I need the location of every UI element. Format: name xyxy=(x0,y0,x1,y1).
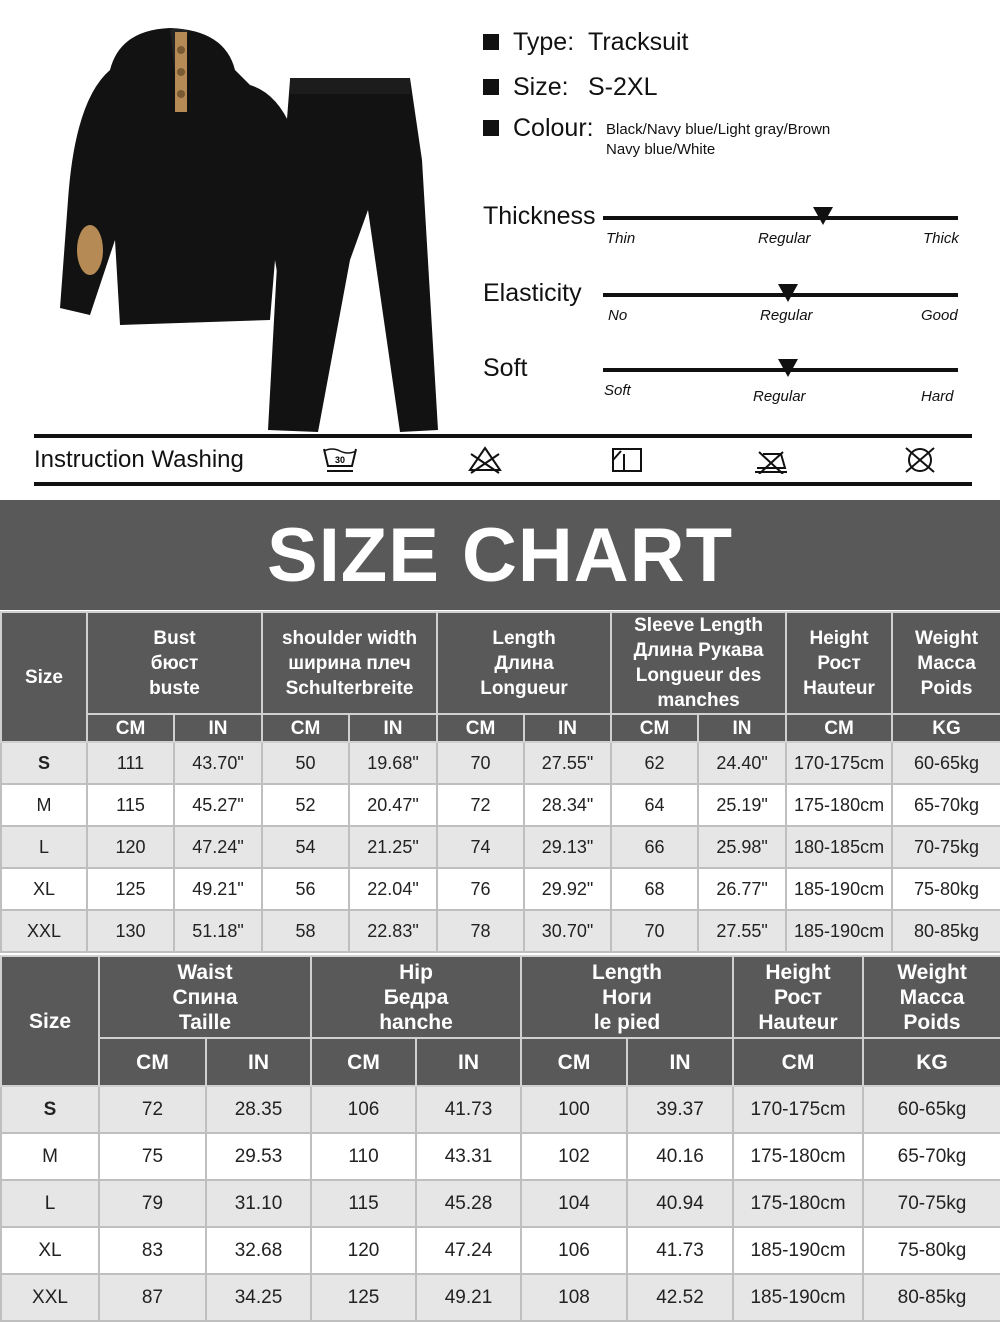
table-cell: 28.35 xyxy=(206,1086,311,1133)
header-line: Schulterbreite xyxy=(285,677,414,699)
size-header: Size xyxy=(1,612,87,742)
unit-header: CM xyxy=(99,1038,206,1086)
table-cell: 75-80kg xyxy=(892,868,1000,910)
rating-tick: Hard xyxy=(921,388,954,405)
table-cell: 104 xyxy=(521,1180,627,1227)
table-cell: 45.27" xyxy=(174,784,262,826)
rating-tick: Soft xyxy=(604,382,631,399)
table-row xyxy=(1,826,1000,868)
header-line: Hauteur xyxy=(803,677,875,699)
spec-type xyxy=(483,28,688,57)
size-header: Size xyxy=(1,956,99,1086)
table-cell: 49.21 xyxy=(416,1274,521,1321)
spec-label: Colour: xyxy=(513,114,594,142)
table-cell: 125 xyxy=(311,1274,416,1321)
header-line: shoulder width xyxy=(281,627,418,649)
header-line: Sleeve Length xyxy=(634,615,763,636)
header-line: Длина xyxy=(494,652,554,674)
table-cell: 52 xyxy=(262,784,349,826)
no-bleach-icon xyxy=(467,446,503,474)
table-cell: 25.19" xyxy=(698,784,786,826)
table-cell: 170-175cm xyxy=(733,1086,863,1133)
header-line: Weight xyxy=(915,627,979,649)
column-group-header xyxy=(437,612,611,714)
spec-label: Size: xyxy=(513,73,569,101)
rating-marker-icon xyxy=(813,207,833,225)
table-cell: 50 xyxy=(262,742,349,784)
table-cell: 78 xyxy=(437,910,524,952)
table-row xyxy=(1,868,1000,910)
spec-value-2: Navy blue/White xyxy=(606,141,716,158)
rating-marker-icon xyxy=(778,284,798,302)
table-cell: 185-190cm xyxy=(733,1274,863,1321)
rating-label: Soft xyxy=(483,354,528,382)
bullet-icon xyxy=(483,79,499,95)
header-line: Бедра xyxy=(383,985,449,1009)
table-cell: 72 xyxy=(99,1086,206,1133)
tracksuit-image xyxy=(50,10,450,435)
table-cell: 120 xyxy=(311,1227,416,1274)
table-cell: 115 xyxy=(311,1180,416,1227)
table-cell: 47.24" xyxy=(174,826,262,868)
spec-value: S-2XL xyxy=(588,73,658,101)
table-cell: 58 xyxy=(262,910,349,952)
table-cell: 40.16 xyxy=(627,1133,733,1180)
table-cell: 70-75kg xyxy=(892,826,1000,868)
svg-text:30: 30 xyxy=(334,455,346,465)
header-line: Hauteur xyxy=(758,1010,838,1034)
table-cell: 39.37 xyxy=(627,1086,733,1133)
table-cell: 65-70kg xyxy=(863,1133,1000,1180)
column-group-header xyxy=(863,956,1000,1038)
table-cell: 28.34" xyxy=(524,784,611,826)
unit-header: CM xyxy=(786,714,892,742)
bullet-icon xyxy=(483,120,499,136)
table-cell: 120 xyxy=(87,826,174,868)
header-line: Bust xyxy=(153,627,196,649)
table-cell: 60-65kg xyxy=(863,1086,1000,1133)
no-iron-icon xyxy=(753,446,789,474)
table-cell: 21.25" xyxy=(349,826,437,868)
table-cell: 24.40" xyxy=(698,742,786,784)
table-cell: 102 xyxy=(521,1133,627,1180)
table-cell: 41.73 xyxy=(416,1086,521,1133)
size-cell: XL xyxy=(1,868,87,910)
table-row xyxy=(1,742,1000,784)
unit-header: IN xyxy=(349,714,437,742)
table-row xyxy=(1,1086,1000,1133)
header-line: Рост xyxy=(817,652,861,674)
table-cell: 56 xyxy=(262,868,349,910)
table-cell: 125 xyxy=(87,868,174,910)
unit-header: KG xyxy=(863,1038,1000,1086)
header-line: ширина плеч xyxy=(288,652,411,674)
table-cell: 72 xyxy=(437,784,524,826)
spec-label: Type: xyxy=(513,28,575,56)
table-cell: 27.55" xyxy=(524,742,611,784)
rating-label: Elasticity xyxy=(483,279,582,307)
divider xyxy=(34,434,972,438)
table-cell: 180-185cm xyxy=(786,826,892,868)
column-group-header xyxy=(99,956,311,1038)
header-line: buste xyxy=(149,677,200,699)
header-line: Ноги xyxy=(602,985,652,1009)
header-line: Масса xyxy=(899,985,965,1009)
table-cell: 106 xyxy=(521,1227,627,1274)
table-cell: 106 xyxy=(311,1086,416,1133)
table-cell: 41.73 xyxy=(627,1227,733,1274)
size-cell: S xyxy=(1,1086,99,1133)
rating-marker-icon xyxy=(778,359,798,377)
header-line: Longueur xyxy=(480,677,568,699)
column-group-header xyxy=(521,956,733,1038)
table-cell: 70-75kg xyxy=(863,1180,1000,1227)
column-group-header xyxy=(311,956,521,1038)
table-cell: 80-85kg xyxy=(863,1274,1000,1321)
column-group-header xyxy=(733,956,863,1038)
rating-tick: Regular xyxy=(753,388,806,405)
table-cell: 175-180cm xyxy=(733,1133,863,1180)
table-cell: 22.83" xyxy=(349,910,437,952)
size-cell: L xyxy=(1,826,87,868)
header-line: Poids xyxy=(903,1010,961,1034)
rating-scale-thickness xyxy=(603,216,959,247)
unit-header: KG xyxy=(892,714,1000,742)
size-cell: XL xyxy=(1,1227,99,1274)
table-cell: 185-190cm xyxy=(786,868,892,910)
header-line: Length xyxy=(592,960,662,984)
rating-tick: Thick xyxy=(923,230,959,247)
size-chart-title: SIZE CHART xyxy=(0,500,1000,610)
table-cell: 60-65kg xyxy=(892,742,1000,784)
table-cell: 20.47" xyxy=(349,784,437,826)
rating-label: Thickness xyxy=(483,202,596,230)
size-cell: S xyxy=(1,742,87,784)
column-group-header xyxy=(786,612,892,714)
table-cell: 51.18" xyxy=(174,910,262,952)
table-cell: 66 xyxy=(611,826,698,868)
table-row xyxy=(1,1180,1000,1227)
table-cell: 65-70kg xyxy=(892,784,1000,826)
table-cell: 31.10 xyxy=(206,1180,311,1227)
header-line: Длина Рукава xyxy=(633,640,764,661)
header-line: бюст xyxy=(150,652,199,674)
header-line: Waist xyxy=(177,960,233,984)
no-dry-clean-icon xyxy=(902,446,938,474)
table-cell: 27.55" xyxy=(698,910,786,952)
rating-tick: No xyxy=(608,307,628,324)
header-line: Weight xyxy=(897,960,967,984)
top-size-table xyxy=(0,611,1000,953)
size-cell: M xyxy=(1,784,87,826)
table-cell: 29.13" xyxy=(524,826,611,868)
header-line: Length xyxy=(492,627,556,649)
size-cell: XXL xyxy=(1,910,87,952)
header-line: Рост xyxy=(774,985,823,1009)
column-group-header xyxy=(611,612,786,714)
table-cell: 43.31 xyxy=(416,1133,521,1180)
unit-header: IN xyxy=(698,714,786,742)
table-cell: 111 xyxy=(87,742,174,784)
table-cell: 68 xyxy=(611,868,698,910)
table-cell: 185-190cm xyxy=(786,910,892,952)
table-cell: 175-180cm xyxy=(733,1180,863,1227)
rating-scale-elasticity xyxy=(603,293,958,324)
table-cell: 45.28 xyxy=(416,1180,521,1227)
table-cell: 130 xyxy=(87,910,174,952)
bullet-icon xyxy=(483,34,499,50)
header-line: Poids xyxy=(920,677,973,699)
table-cell: 43.70" xyxy=(174,742,262,784)
table-cell: 22.04" xyxy=(349,868,437,910)
table-cell: 42.52 xyxy=(627,1274,733,1321)
size-cell: L xyxy=(1,1180,99,1227)
bottom-size-table xyxy=(0,955,1000,1322)
header-line: Height xyxy=(809,627,869,649)
unit-header: CM xyxy=(311,1038,416,1086)
table-cell: 175-180cm xyxy=(786,784,892,826)
size-cell: M xyxy=(1,1133,99,1180)
unit-header: IN xyxy=(416,1038,521,1086)
table-cell: 34.25 xyxy=(206,1274,311,1321)
rating-tick: Good xyxy=(921,307,958,324)
table-cell: 115 xyxy=(87,784,174,826)
spec-value: Tracksuit xyxy=(588,28,689,56)
table-cell: 185-190cm xyxy=(733,1227,863,1274)
table-cell: 19.68" xyxy=(349,742,437,784)
spec-value: Black/Navy blue/Light gray/Brown xyxy=(606,121,831,138)
column-group-header xyxy=(892,612,1000,714)
table-cell: 49.21" xyxy=(174,868,262,910)
table-row xyxy=(1,1227,1000,1274)
table-cell: 30.70" xyxy=(524,910,611,952)
rating-tick: Thin xyxy=(606,230,636,247)
table-cell: 29.92" xyxy=(524,868,611,910)
table-cell: 70 xyxy=(611,910,698,952)
hoodie xyxy=(60,28,312,325)
size-cell: XXL xyxy=(1,1274,99,1321)
header-line: Longueur des xyxy=(635,665,762,686)
header-line: hanche xyxy=(379,1010,453,1034)
rating-tick: Regular xyxy=(760,307,813,324)
unit-header: IN xyxy=(206,1038,311,1086)
table-cell: 80-85kg xyxy=(892,910,1000,952)
header-line: manches xyxy=(657,690,740,711)
unit-header: CM xyxy=(611,714,698,742)
table-cell: 70 xyxy=(437,742,524,784)
header-line: Масса xyxy=(917,652,976,674)
rating-scale-soft xyxy=(603,368,958,405)
table-cell: 47.24 xyxy=(416,1227,521,1274)
header-line: Taille xyxy=(178,1010,232,1034)
table-row xyxy=(1,1274,1000,1321)
table-row xyxy=(1,1133,1000,1180)
unit-header: IN xyxy=(524,714,611,742)
unit-header: CM xyxy=(87,714,174,742)
table-cell: 74 xyxy=(437,826,524,868)
divider xyxy=(34,482,972,486)
table-row xyxy=(1,784,1000,826)
table-cell: 83 xyxy=(99,1227,206,1274)
table-cell: 170-175cm xyxy=(786,742,892,784)
rating-tick: Regular xyxy=(758,230,811,247)
spec-size xyxy=(483,73,657,102)
table-cell: 100 xyxy=(521,1086,627,1133)
table-cell: 62 xyxy=(611,742,698,784)
table-cell: 32.68 xyxy=(206,1227,311,1274)
header-line: le pied xyxy=(593,1010,661,1034)
table-cell: 40.94 xyxy=(627,1180,733,1227)
table-cell: 26.77" xyxy=(698,868,786,910)
column-group-header xyxy=(262,612,437,714)
column-group-header xyxy=(87,612,262,714)
spec-colour xyxy=(483,114,830,162)
table-cell: 87 xyxy=(99,1274,206,1321)
table-cell: 54 xyxy=(262,826,349,868)
unit-header: IN xyxy=(174,714,262,742)
washing-label: Instruction Washing xyxy=(34,446,244,473)
unit-header: CM xyxy=(521,1038,627,1086)
table-cell: 79 xyxy=(99,1180,206,1227)
table-row xyxy=(1,910,1000,952)
table-cell: 75 xyxy=(99,1133,206,1180)
pants xyxy=(268,78,438,432)
unit-header: CM xyxy=(733,1038,863,1086)
unit-header: CM xyxy=(437,714,524,742)
header-line: Hip xyxy=(399,960,433,984)
unit-header: IN xyxy=(627,1038,733,1086)
dry-flat-icon xyxy=(609,446,645,474)
table-cell: 110 xyxy=(311,1133,416,1180)
wash-30-icon xyxy=(322,446,358,474)
table-cell: 64 xyxy=(611,784,698,826)
header-line: Height xyxy=(765,960,831,984)
header-line: Спина xyxy=(172,985,238,1009)
table-cell: 29.53 xyxy=(206,1133,311,1180)
table-cell: 76 xyxy=(437,868,524,910)
unit-header: CM xyxy=(262,714,349,742)
table-cell: 75-80kg xyxy=(863,1227,1000,1274)
table-cell: 25.98" xyxy=(698,826,786,868)
table-cell: 108 xyxy=(521,1274,627,1321)
